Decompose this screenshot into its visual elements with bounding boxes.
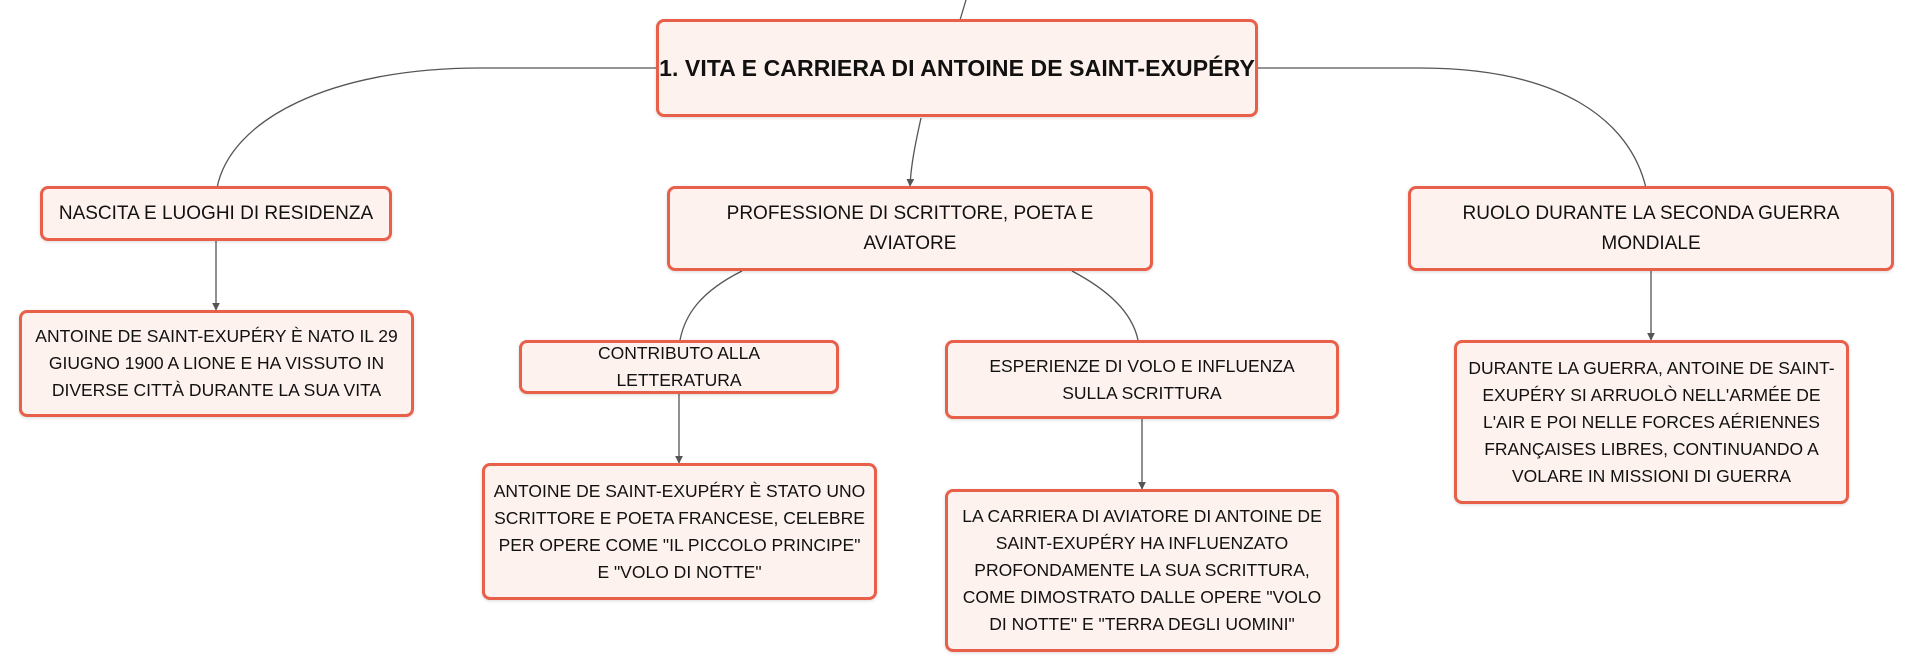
connector-professione-to-esperienze [1072,271,1138,340]
connector-professione-to-contributo [680,271,742,340]
subtopic-contributo[interactable] [519,340,839,394]
topic-professione-label: PROFESSIONE DI SCRITTORE, POETA E AVIATORE [726,202,1094,254]
subtopic-esperienze-label: ESPERIENZE DI VOLO E INFLUENZA SULLA SCRITTURA [989,355,1295,403]
topic-ruolo-label: RUOLO DURANTE LA SECONDA GUERRA MONDIALE [1462,202,1840,254]
subtopic-contributo-label: CONTRIBUTO ALLA LETTERATURA [597,343,761,390]
detail-contributo[interactable] [482,463,877,600]
detail-nascita[interactable] [19,310,414,417]
detail-nascita-text: ANTOINE DE SAINT-EXUPÉRY È NATO IL 29 GIUGNO 1900 A LIONE E HA VISSUTO IN DIVERSE CITTÀ DURANTE LA SUA VITA [35,326,398,400]
detail-ruolo[interactable] [1454,340,1849,504]
detail-ruolo-text: DURANTE LA GUERRA, ANTOINE DE SAINT-EXUPÉRY SI ARRUOLÒ NELL'ARMÉE DE L'AIR E POI NELLE FORCES AÉRIENNES FRANÇAISES LIBRES, CONTINUANDO A VOLARE IN MISSIONI DI GUERRA [1468,357,1835,486]
root-topic[interactable] [656,19,1258,117]
detail-esperienze[interactable] [945,489,1339,652]
detail-contributo-text: ANTOINE DE SAINT-EXUPÉRY È STATO UNO SCRITTORE E POETA FRANCESE, CELEBRE PER OPERE COME "IL PICCOLO PRINCIPE" E "VOLO DI NOTTE" [493,480,866,582]
connector-root-to-professione [910,118,921,186]
topic-nascita-label: NASCITA E LUOGHI DI RESIDENZA [58,202,374,224]
connector-root-upward [960,0,966,20]
detail-esperienze-text: LA CARRIERA DI AVIATORE DI ANTOINE DE SAINT-EXUPÉRY HA INFLUENZATO PROFONDAMENTE LA SUA SCRITTURA, COME DIMOSTRATO DALLE OPERE "VOLO DI NOTTE" E "TERRA DEGLI UOMINI" [962,506,1322,634]
root-topic-label: 1. VITA E CARRIERA DI ANTOINE DE SAINT-EXUPÉRY [659,54,1255,81]
topic-nascita[interactable] [40,186,392,241]
connector-root-to-ruolo [1257,68,1646,188]
subtopic-esperienze[interactable] [945,340,1339,419]
topic-professione[interactable] [667,186,1153,271]
connector-root-to-nascita [217,68,658,188]
topic-ruolo[interactable] [1408,186,1894,271]
